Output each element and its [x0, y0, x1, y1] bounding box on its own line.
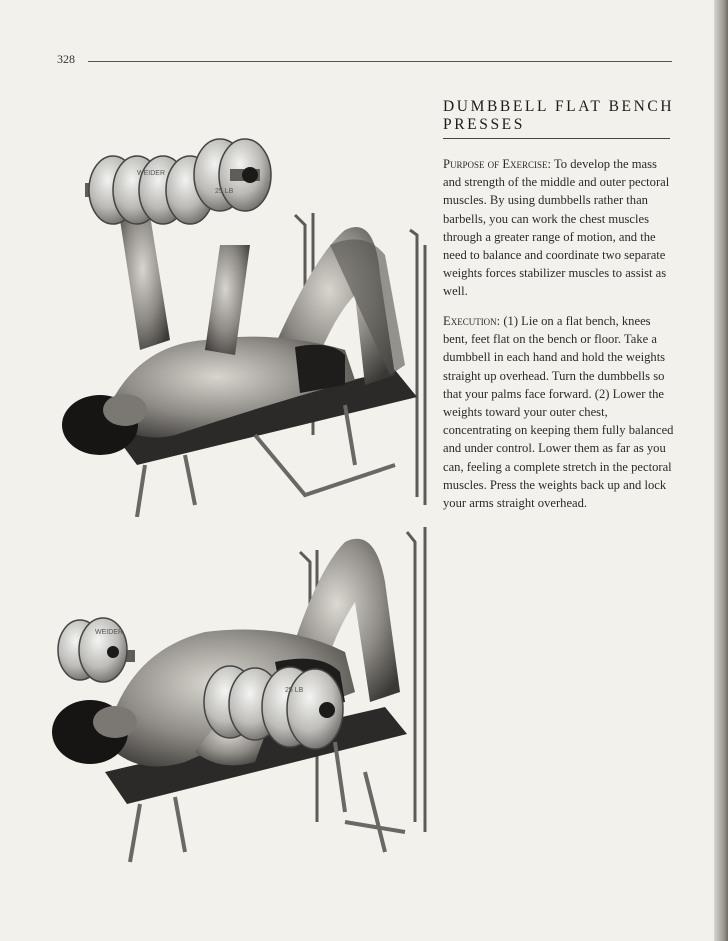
execution-paragraph [443, 312, 675, 512]
photo-lowered-position [45, 522, 440, 914]
page-edge-shadow [714, 0, 728, 941]
plate-lettering-1: WEIDER [137, 170, 165, 177]
dumbbell-top-right [194, 139, 271, 211]
plate-weight-2: 25 LB [285, 687, 304, 694]
bench-press-lowered-illustration [45, 522, 440, 914]
purpose-text: To develop the mass and strength of the middle and outer pectoral muscles. By using dumbbells rather than barbells, you can work the chest muscles through a greater range of motion, and the need to balance and coordinate two separate weights forces stabilizer muscles to assist as well. [443, 157, 670, 299]
plate-lettering-2: WEIDER [95, 629, 123, 636]
plate-weight-1: 25 LB [215, 188, 234, 195]
header-rule [88, 61, 672, 62]
execution-label: Execution: [443, 314, 501, 328]
photo-start-position [45, 135, 440, 517]
purpose-paragraph [443, 155, 675, 301]
dumbbell-lower-left [58, 618, 135, 682]
purpose-label: Purpose of Exercise: [443, 157, 552, 171]
execution-text: (1) Lie on a flat bench, knees bent, feet flat on the bench or floor. Take a dumbbell in each hand and hold the weights straight up overhead. Turn the dumbbells so that your palms face forward. (2) Lower the weights toward your outer chest, concentrating on keeping them fully balanced and under control. Lower them as far as you can, feeling a complete stretch in the pectoral muscles. Press the weights back up and lock your arms straight overhead. [443, 314, 674, 511]
page-number: 328 [57, 52, 75, 66]
page-title: DUMBBELL FLAT BENCH PRESSES [443, 98, 675, 133]
title-rule [443, 138, 670, 139]
bench-press-start-illustration [45, 135, 440, 517]
dumbbell-lower-right [204, 666, 343, 749]
